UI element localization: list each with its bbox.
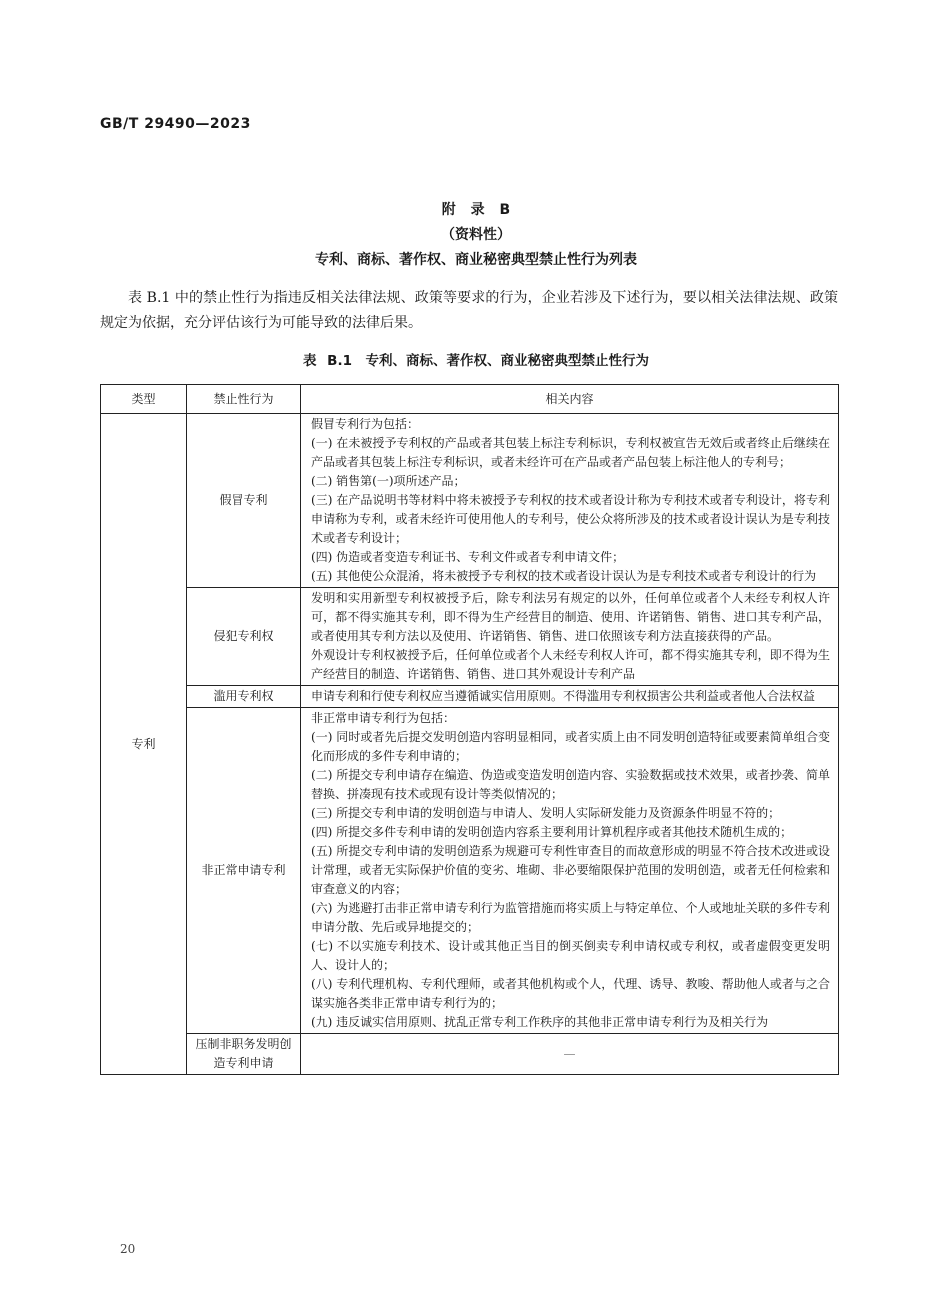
prohibited-acts-table [100,384,839,1075]
column-header-type: 类型 [101,385,187,414]
content-cell [301,708,839,1034]
content-line: (七) 不以实施专利技术、设计或其他正当目的倒买倒卖专利申请权或专利权，或者虚假变更发明人、设计人的； [311,939,830,972]
content-line: (四) 伪造或者变造专利证书、专利文件或者专利申请文件； [311,550,625,564]
content-line: (六) 为逃避打击非正常申请专利行为监管措施而将实质上与特定单位、个人或地址关联的多件专利申请分散、先后或异地提交的； [311,901,830,934]
table-title: 表 B.1 专利、商标、著作权、商业秘密典型禁止性行为 [302,353,649,369]
content-line: 申请专利和行使专利权应当遵循诚实信用原则。不得滥用专利权损害公共利益或者他人合法权益 [311,689,816,703]
content-line: (一) 在未被授予专利权的产品或者其包装上标注专利标识，专利权被宣告无效后或者终止后继续在产品或者其包装上标注专利标识，或者未经许可在产品或者产品包装上标注他人的专利号； [311,436,830,469]
content-line: (五) 所提交专利申请的发明创造系为规避可专利性审查目的而故意形成的明显不符合技术改进或设计常理，或者无实际保护价值的变劣、堆砌、非必要缩限保护范围的发明创造，或者无任何检索和审查意义的内容； [311,844,830,896]
act-cell: 滥用专利权 [187,686,301,708]
appendix-title: 附 录 B [441,202,511,218]
table-row [101,1034,839,1075]
table-row [101,588,839,686]
content-line: (四) 所提交多件专利申请的发明创造内容系主要利用计算机程序或者其他技术随机生成的； [311,825,793,839]
content-line: 外观设计专利权被授予后，任何单位或者个人未经专利权人许可，都不得实施其专利，即不得为生产经营目的制造、许诺销售、销售、进口其外观设计专利产品 [311,648,830,681]
content-line: (八) 专利代理机构、专利代理师，或者其他机构或个人，代理、诱导、教唆、帮助他人或者与之合谋实施各类非正常申请专利行为的； [311,977,830,1010]
column-header-content: 相关内容 [301,385,839,414]
content-line: 发明和实用新型专利权被授予后，除专利法另有规定的以外，任何单位或者个人未经专利权人许可，都不得实施其专利，即不得为生产经营目的制造、使用、许诺销售、销售、进口其专利产品，或者使用其专利方法以及使用、许诺销售、销售、进口依照该专利方法直接获得的产品。 [311,591,830,643]
content-line: 假冒专利行为包括： [311,417,420,431]
type-cell: 专利 [101,414,187,1075]
table-row [101,414,839,588]
content-line: (九) 违反诚实信用原则、扰乱正常专利工作秩序的其他非正常申请专利行为及相关行为 [311,1015,769,1029]
page-number: 20 [120,1242,136,1256]
content-line: (三) 在产品说明书等材料中将未被授予专利权的技术或者设计称为专利技术或者专利设计，将专利申请称为专利，或者未经许可使用他人的专利号，使公众将所涉及的技术或者设计误认为是专利技术或者专利设计； [311,493,830,545]
content-line: (一) 同时或者先后提交发明创造内容明显相同，或者实质上由不同发明创造特征或要素简单组合变化而形成的多件专利申请的； [311,730,830,763]
content-line: (二) 销售第(一)项所述产品； [311,474,466,488]
act-cell: 压制非职务发明创造专利申请 [187,1034,301,1075]
content-line: (二) 所提交专利申请存在编造、伪造或变造发明创造内容、实验数据或技术效果，或者抄袭、简单替换、拼凑现有技术或现有设计等类似情况的； [311,768,830,801]
content-line: (三) 所提交专利申请的发明创造与申请人、发明人实际研发能力及资源条件明显不符的； [311,806,781,820]
appendix-nature: （资料性） [441,227,511,243]
empty-content-cell: — [301,1034,839,1075]
table-row [101,708,839,1034]
content-cell [301,686,839,708]
content-cell [301,588,839,686]
intro-paragraph: 表 B.1 中的禁止性行为指违反相关法律法规、政策等要求的行为，企业若涉及下述行为，要以相关法律法规、政策规定为依据，充分评估该行为可能导致的法律后果。 [100,290,838,331]
act-cell: 假冒专利 [187,414,301,588]
act-cell: 侵犯专利权 [187,588,301,686]
content-cell [301,414,839,588]
appendix-heading: 专利、商标、著作权、商业秘密典型禁止性行为列表 [315,252,637,268]
table-row [101,686,839,708]
standard-code: GB/T 29490—2023 [100,116,251,132]
content-line: (五) 其他使公众混淆，将未被授予专利权的技术或者设计误认为是专利技术或者专利设计的行为 [311,569,817,583]
content-line: 非正常申请专利行为包括： [311,711,456,725]
act-cell: 非正常申请专利 [187,708,301,1034]
table-header-row [101,385,839,414]
column-header-act: 禁止性行为 [187,385,301,414]
